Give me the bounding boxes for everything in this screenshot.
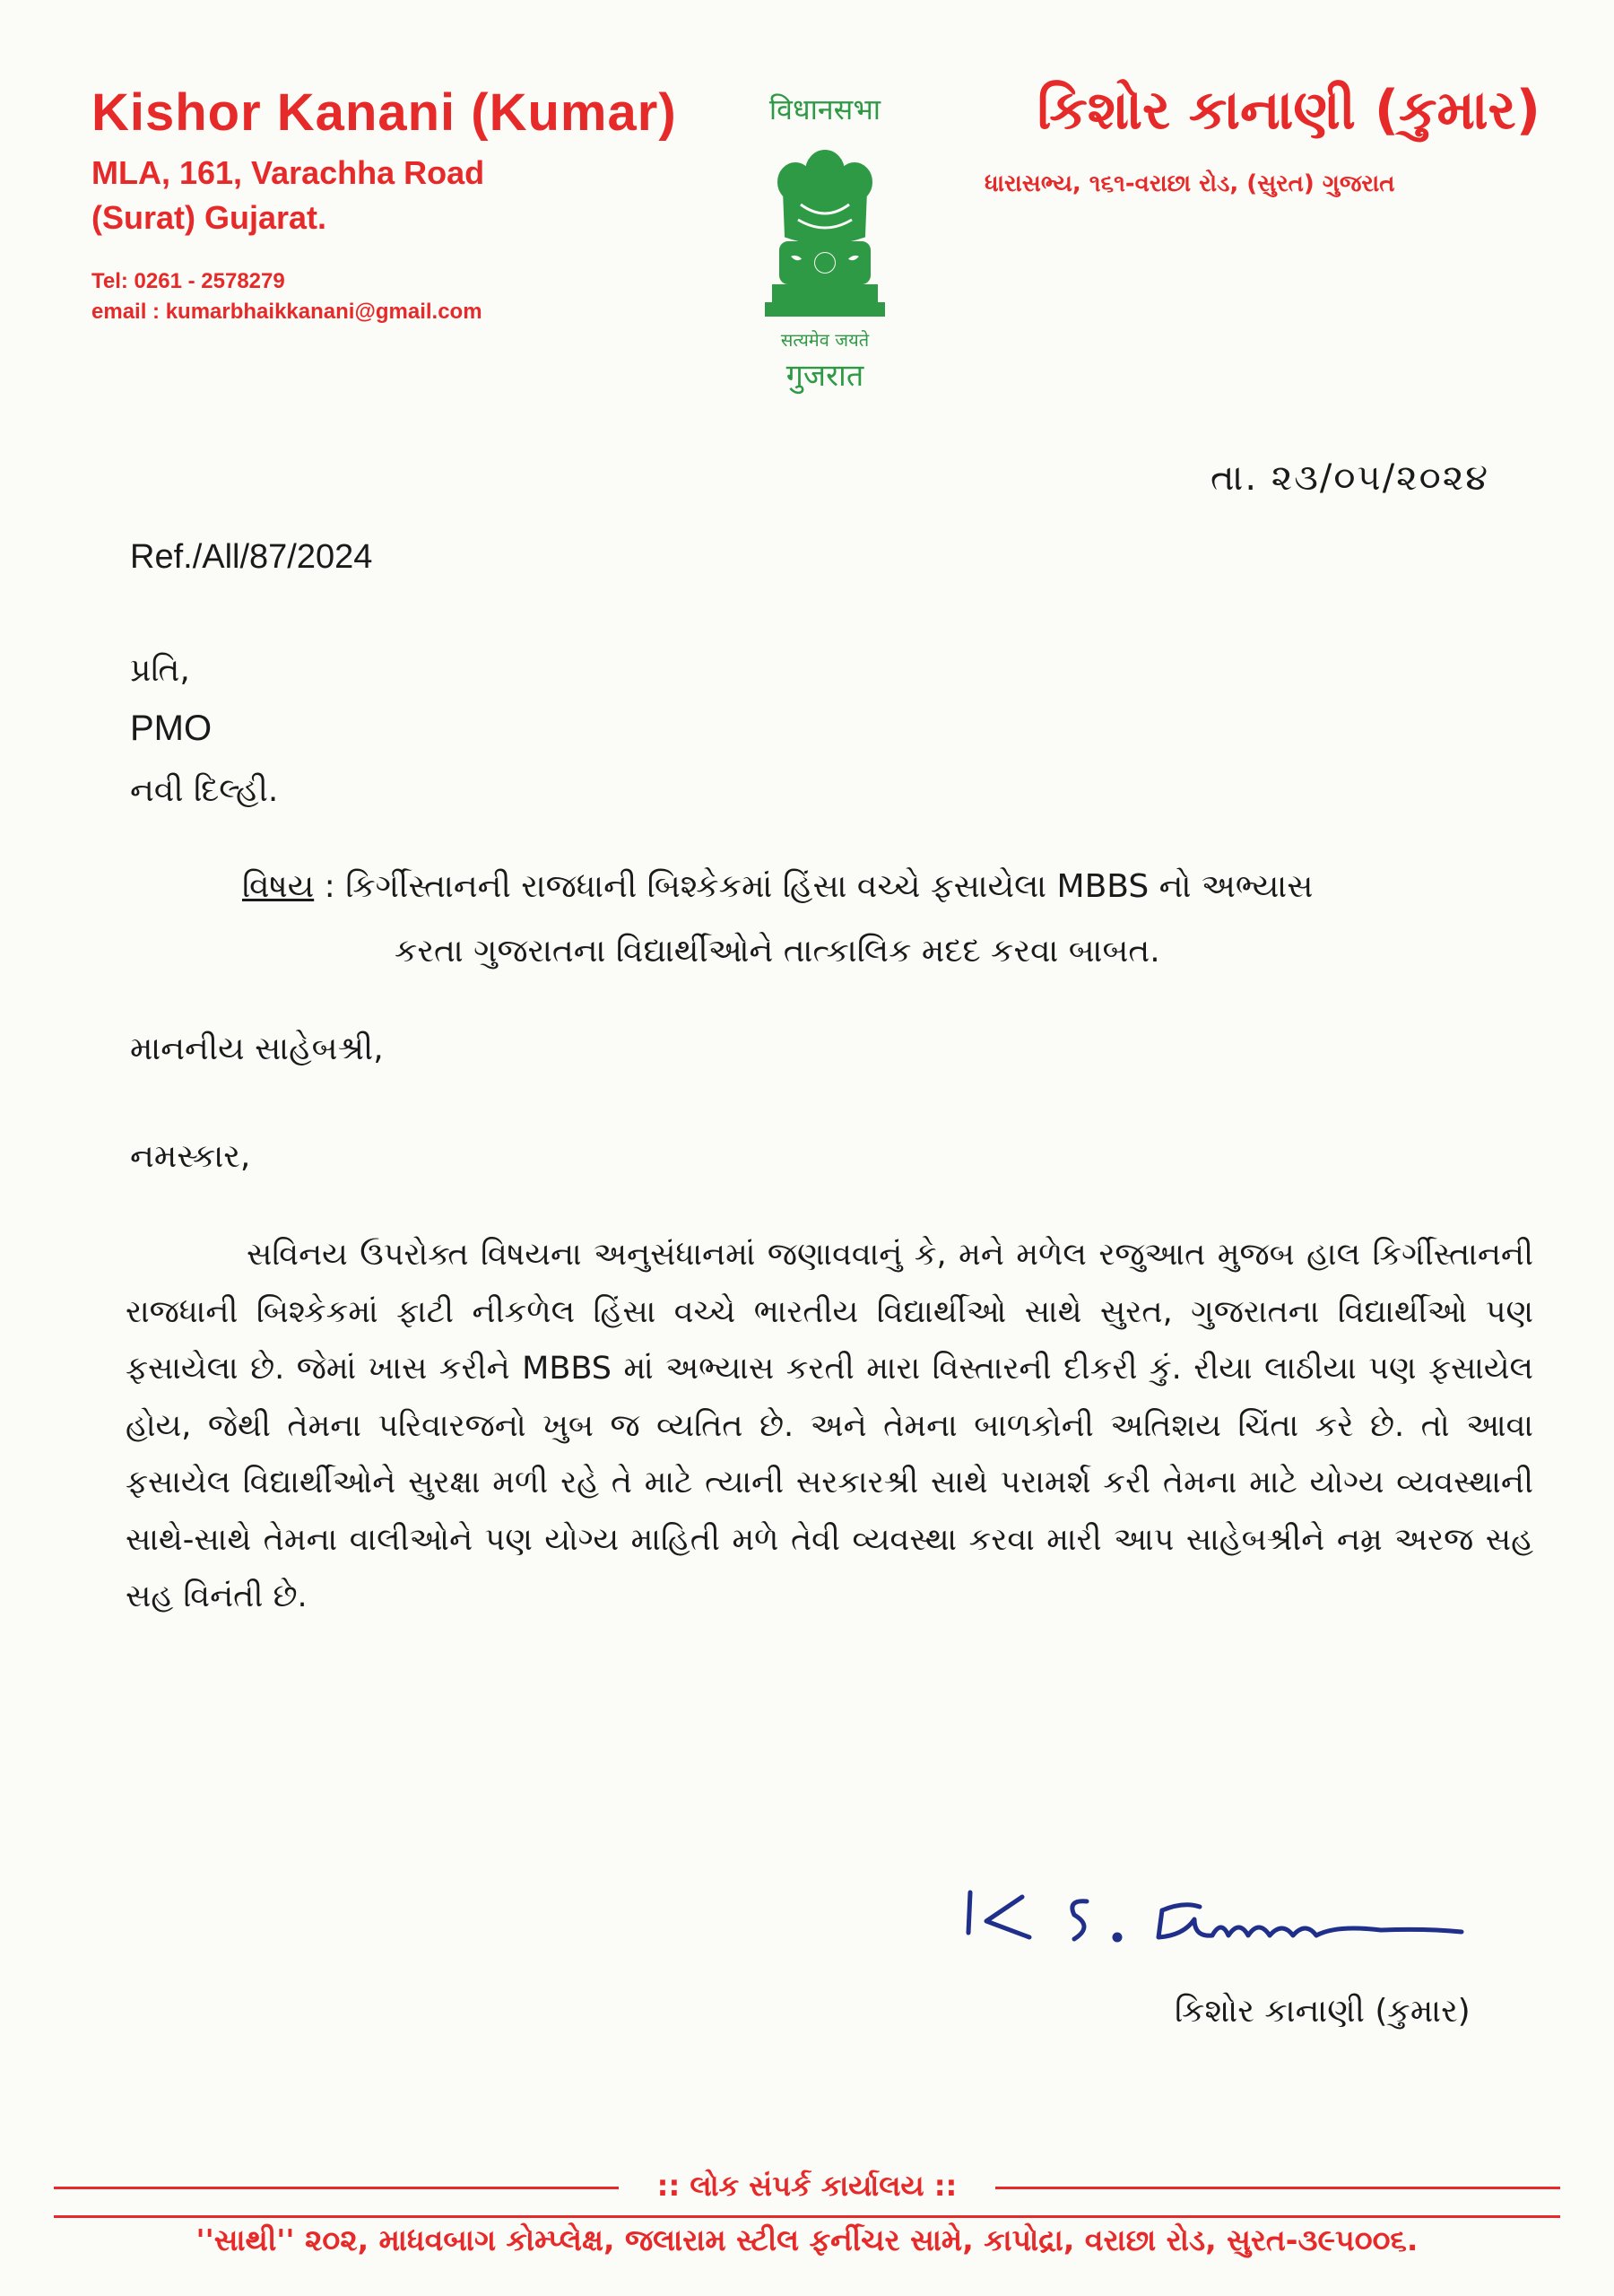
handwritten-signature xyxy=(959,1866,1533,1964)
state-name: गुजरात xyxy=(785,358,864,394)
footer-rule-bottom xyxy=(54,2215,1560,2218)
letterhead-email: email : kumarbhaikkanani@gmail.com xyxy=(91,300,482,324)
subject-line-2: કરતા ગુજરાતના વિદ્યાર્થીઓને તાત્કાલિક મદદ કરવા બાબત. xyxy=(395,933,1160,970)
subject-text-1: કિર્ગીસ્તાનની રાજધાની બિશ્કેકમાં હિંસા વચ્ચે ફસાયેલા MBBS નો અભ્યાસ xyxy=(345,868,1314,905)
footer-office-address: ''સાથી'' ૨૦૨, માધવબાગ કોમ્પ્લેક્ષ, જલારામ સ્ટીલ ફર્નીચર સામે, કાપોદ્રા, વરાછા રોડ, સુરત-૩૯૫૦૦૬. xyxy=(195,2222,1419,2257)
letterhead-name-gujarati: કિશોર કાનાણી (કુમાર) xyxy=(1037,79,1540,142)
letterhead-name-english: Kishor Kanani (Kumar) xyxy=(91,83,677,142)
footer-office-title: :: લોક સંપર્ક કાર્યાલય :: xyxy=(619,2169,995,2204)
letter-date: તા. ૨૩/૦૫/૨૦૨૪ xyxy=(1210,457,1490,499)
state-emblem-block xyxy=(735,90,915,395)
letter-body-paragraph: સવિનય ઉપરોક્ત વિષયના અનુસંધાનમાં જણાવવાનું કે, મને મળેલ રજુઆત મુજબ હાલ કિર્ગીસ્તાનની રાજધાની બિશ્કેકમાં ફાટી નીકળેલ હિંસા વચ્ચે ભારતીય વિદ્યાર્થીઓ સાથે સુરત, ગુજરાતના વિદ્યાર્થીઓ પણ ફસાયેલા છે. જેમાં ખાસ કરીને MBBS માં અભ્યાસ કરતી મારા વિસ્તારની દીકરી કું. રીયા લાઠીયા પણ ફસાયેલ હોય, જેથી તેમના પરિવારજનો ખુબ જ વ્યતિત છે. અને તેમના બાળકોની અતિશય ચિંતા કરે છે. તો આવા ફસાયેલ વિદ્યાર્થીઓને સુરક્ષા મળી રહે તે માટે ત્યાની સરકારશ્રી સાથે પરામર્શ કરી તેમના માટે યોગ્ય વ્યવસ્થાની સાથે-સાથે તેમના વાલીઓને પણ યોગ્ય માહિતી મળે તેવી વ્યવસ્થા કરવા મારી આપ સાહેબશ્રીને નમ્ર અરજ સહ સહ વિનંતી છે. xyxy=(126,1237,1533,1614)
letterhead-address-gujarati: ધારાસભ્ય, ૧૬૧-વરાછા રોડ, (સુરત) ગુજરાત xyxy=(985,170,1395,197)
salutation: માનનીય સાહેબશ્રી, xyxy=(130,1031,384,1067)
ashoka-emblem-icon xyxy=(758,137,892,326)
letterhead-address-line-1: MLA, 161, Varachha Road xyxy=(91,154,485,191)
recipient-place: નવી દિલ્હી. xyxy=(130,772,279,809)
emblem-motto: सत्यमेव जयते xyxy=(780,329,870,351)
recipient-name: PMO xyxy=(130,709,213,748)
signer-name: કિશોર કાનાણી (કુમાર) xyxy=(1175,1993,1471,2030)
letterhead-telephone: Tel: 0261 - 2578279 xyxy=(91,269,285,293)
recipient-prefix: પ્રતિ, xyxy=(130,652,190,689)
reference-number: Ref./All/87/2024 xyxy=(130,538,373,576)
subject-line-1 xyxy=(242,868,1533,906)
greeting: નમસ્કાર, xyxy=(130,1138,251,1175)
subject-separator: : xyxy=(314,868,346,905)
vidhansabha-label: विधानसभा xyxy=(768,92,881,126)
subject-label: વિષય xyxy=(242,868,315,905)
letterhead-address-line-2: (Surat) Gujarat. xyxy=(91,199,327,236)
